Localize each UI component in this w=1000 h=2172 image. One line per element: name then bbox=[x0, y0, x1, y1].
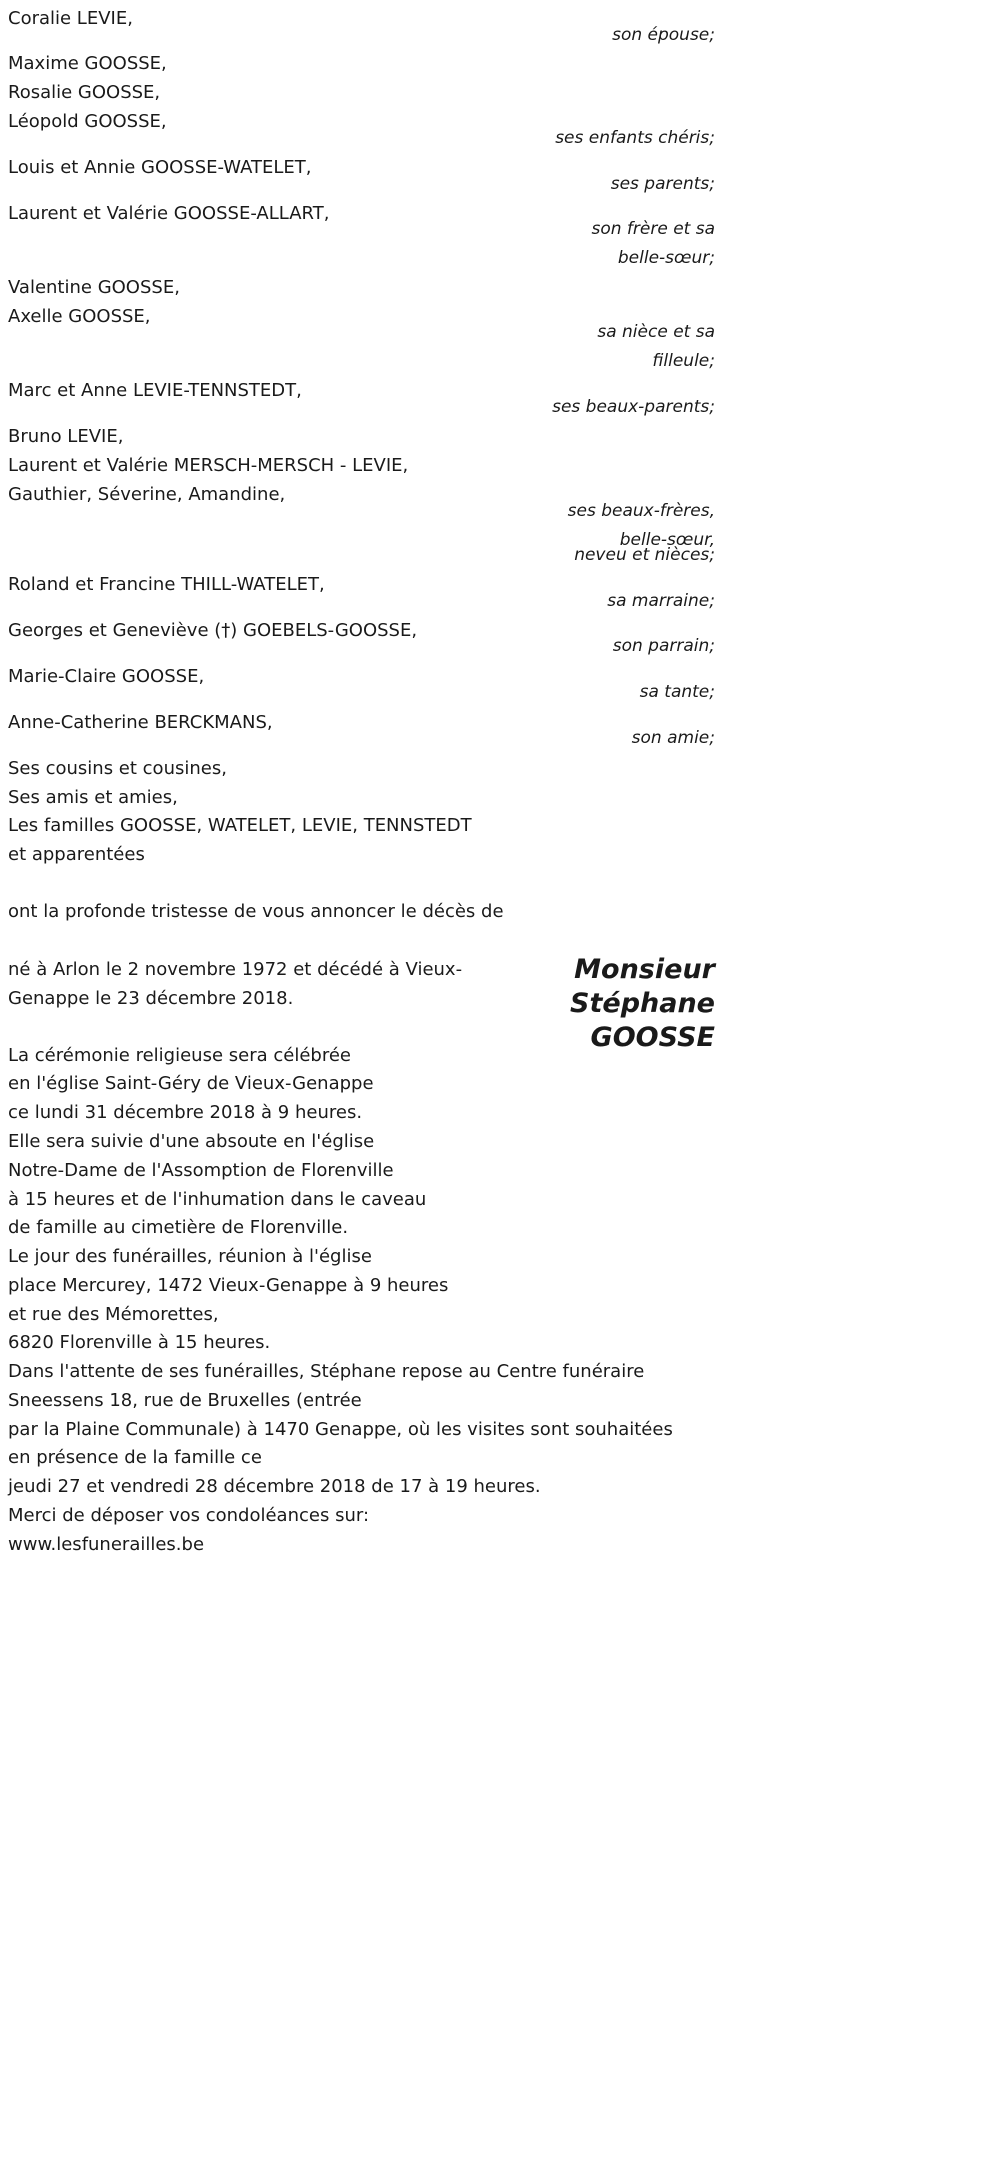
family-relation: ses parents; bbox=[610, 174, 715, 194]
family-name: Léopold GOOSSE, bbox=[8, 111, 167, 132]
detail-line: jeudi 27 et vendredi 28 décembre 2018 de 17 à 19 heures. bbox=[8, 1476, 541, 1497]
birth-death-line: né à Arlon le 2 novembre 1972 et décédé à Vieux- bbox=[8, 959, 463, 980]
family-name: Laurent et Valérie MERSCH-MERSCH - LEVIE, bbox=[8, 455, 409, 476]
family-relation: sa nièce et sa bbox=[597, 322, 715, 342]
detail-line: Dans l'attente de ses funérailles, Stéphane repose au Centre funéraire bbox=[8, 1361, 645, 1382]
family-relation: son épouse; bbox=[612, 25, 715, 45]
detail-line: de famille au cimetière de Florenville. bbox=[8, 1217, 349, 1238]
others-line: Ses cousins et cousines, bbox=[8, 758, 227, 779]
detail-line: La cérémonie religieuse sera célébrée bbox=[8, 1045, 351, 1066]
family-name: Roland et Francine THILL-WATELET, bbox=[8, 574, 325, 595]
family-relation: filleule; bbox=[652, 351, 715, 371]
family-relation: son parrain; bbox=[612, 636, 715, 656]
detail-line: en présence de la famille ce bbox=[8, 1447, 262, 1468]
others-line: Ses amis et amies, bbox=[8, 787, 178, 808]
family-name: Anne-Catherine BERCKMANS, bbox=[8, 712, 273, 733]
family-name: Louis et Annie GOOSSE-WATELET, bbox=[8, 157, 312, 178]
deceased-name bbox=[570, 953, 715, 1055]
family-relation: sa marraine; bbox=[607, 591, 715, 611]
detail-line: Sneessens 18, rue de Bruxelles (entrée bbox=[8, 1390, 362, 1411]
family-name: Valentine GOOSSE, bbox=[8, 277, 180, 298]
family-name: Bruno LEVIE, bbox=[8, 426, 124, 447]
family-relation: ses beaux-parents; bbox=[552, 397, 715, 417]
detail-line: Notre-Dame de l'Assomption de Florenville bbox=[8, 1160, 394, 1181]
family-name: Maxime GOOSSE, bbox=[8, 53, 167, 74]
detail-line: 6820 Florenville à 15 heures. bbox=[8, 1332, 271, 1353]
detail-line: Elle sera suivie d'une absoute en l'église bbox=[8, 1131, 375, 1152]
family-name: Marc et Anne LEVIE-TENNSTEDT, bbox=[8, 380, 302, 401]
family-relation: sa tante; bbox=[639, 682, 715, 702]
family-relation: neveu et nièces; bbox=[574, 545, 715, 565]
announcement: ont la profonde tristesse de vous annoncer le décès de bbox=[8, 901, 504, 922]
family-name: Axelle GOOSSE, bbox=[8, 306, 151, 327]
deceased-last-name: GOOSSE bbox=[590, 1022, 715, 1053]
family-relation: belle-sœur, bbox=[619, 530, 715, 550]
others-line: et apparentées bbox=[8, 844, 145, 865]
detail-line: et rue des Mémorettes, bbox=[8, 1304, 219, 1325]
detail-line: place Mercurey, 1472 Vieux-Genappe à 9 heures bbox=[8, 1275, 449, 1296]
others-line: Les familles GOOSSE, WATELET, LEVIE, TENNSTEDT bbox=[8, 815, 472, 836]
family-name: Rosalie GOOSSE, bbox=[8, 82, 161, 103]
detail-line: ce lundi 31 décembre 2018 à 9 heures. bbox=[8, 1102, 363, 1123]
birth-death-line: Genappe le 23 décembre 2018. bbox=[8, 988, 294, 1009]
deceased-first-name: Stéphane bbox=[570, 988, 715, 1019]
detail-line: à 15 heures et de l'inhumation dans le caveau bbox=[8, 1189, 427, 1210]
detail-line: Merci de déposer vos condoléances sur: bbox=[8, 1505, 370, 1526]
deceased-title: Monsieur bbox=[574, 954, 715, 985]
family-relation: belle-sœur; bbox=[617, 248, 715, 268]
condolences-link[interactable]: www.lesfunerailles.be bbox=[8, 1534, 205, 1555]
family-name: Georges et Geneviève (†) GOEBELS-GOOSSE, bbox=[8, 620, 418, 641]
family-name: Marie-Claire GOOSSE, bbox=[8, 666, 205, 687]
family-relation: ses enfants chéris; bbox=[555, 128, 715, 148]
detail-line: Le jour des funérailles, réunion à l'église bbox=[8, 1246, 372, 1267]
detail-line: par la Plaine Communale) à 1470 Genappe, où les visites sont souhaitées bbox=[8, 1419, 673, 1440]
family-name: Gauthier, Séverine, Amandine, bbox=[8, 484, 286, 505]
family-name: Coralie LEVIE, bbox=[8, 8, 133, 29]
detail-line: en l'église Saint-Géry de Vieux-Genappe bbox=[8, 1073, 374, 1094]
family-relation: son amie; bbox=[631, 728, 715, 748]
family-name: Laurent et Valérie GOOSSE-ALLART, bbox=[8, 203, 330, 224]
family-relation: ses beaux-frères, bbox=[567, 501, 715, 521]
family-relation: son frère et sa bbox=[591, 219, 715, 239]
